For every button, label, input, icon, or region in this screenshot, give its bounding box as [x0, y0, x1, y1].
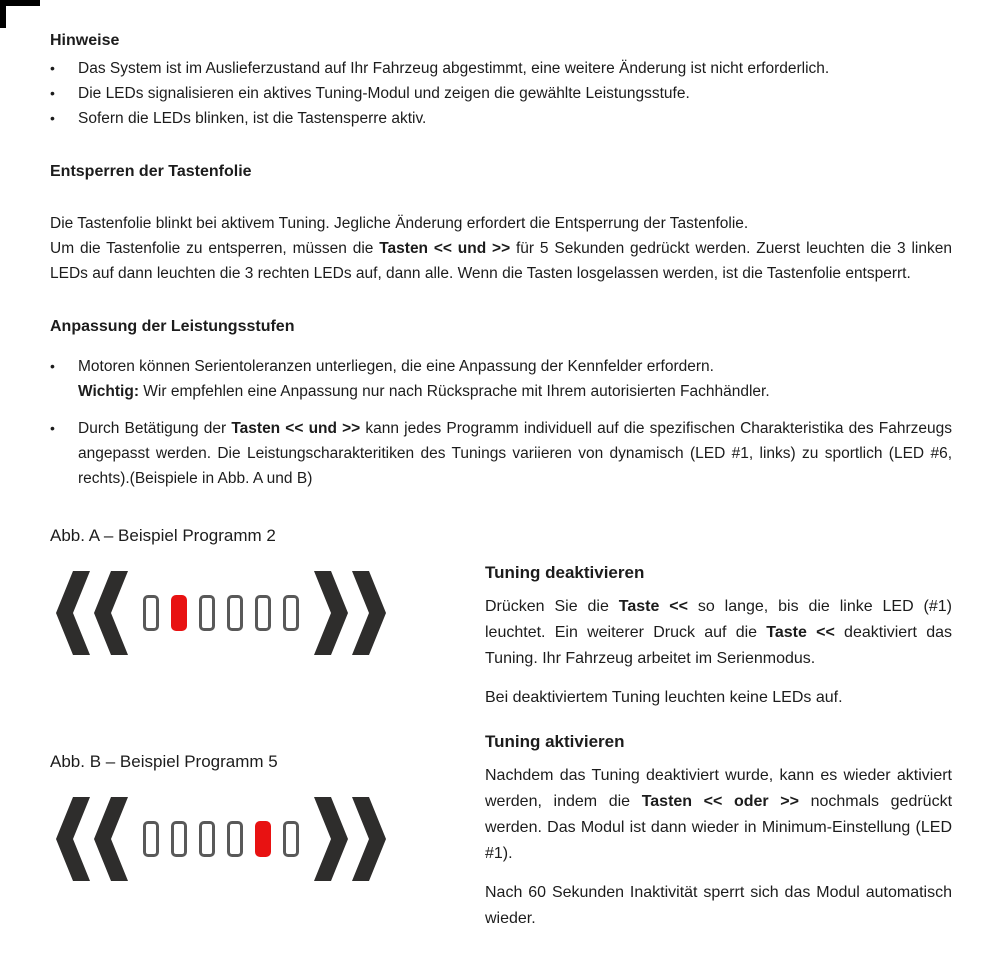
paragraph: Die Tastenfolie blinkt bei aktivem Tuning. Jegliche Änderung erfordert die Entsperrung der Tastenfolie.: [50, 215, 749, 232]
text-run: Wir empfehlen eine Anpassung nur nach Rücksprache mit Ihrem autorisierten Fachhändler.: [139, 383, 770, 400]
led-strip: [143, 821, 299, 857]
section-heading-hinweise: Hinweise: [50, 32, 120, 49]
text-run: so lange, bis die linke LED (#1) leuchtet. Ein weiterer Druck auf die: [485, 598, 953, 641]
bullet-text: Das System ist im Auslieferzustand auf Ihr Fahrzeug abgestimmt, eine weitere Änderung ist nicht erforderlich.: [78, 60, 830, 77]
led-2-active: [171, 595, 187, 631]
double-chevron-left-icon: [56, 571, 128, 655]
led-6: [283, 595, 299, 631]
bullet-icon: •: [50, 110, 55, 126]
list-item: [50, 106, 952, 131]
paragraph: [50, 236, 952, 286]
section-heading-entsperren: Entsperren der Tastenfolie: [50, 163, 252, 180]
paragraph: [485, 594, 952, 672]
bullet-text: Die LEDs signalisieren ein aktives Tuning-Modul und zeigen die gewählte Leistungsstufe.: [78, 85, 690, 102]
figure-b-block: [50, 751, 485, 881]
bold-text-run: Tasten << oder >>: [641, 793, 799, 810]
bullet-text: [78, 354, 952, 404]
double-chevron-right-icon: [314, 571, 386, 655]
bullet-icon: •: [50, 85, 55, 101]
bold-text-run: Taste <<: [766, 624, 835, 641]
led-3: [199, 595, 215, 631]
section-heading-anpassung: Anpassung der Leistungsstufen: [50, 318, 295, 335]
figure-a-caption: Abb. A – Beispiel Programm 2: [50, 526, 276, 545]
led-strip: [143, 595, 299, 631]
list-item: [50, 416, 952, 491]
bold-text-run: Tasten << und >>: [231, 420, 361, 437]
right-text-column: [485, 525, 952, 932]
led-4: [227, 595, 243, 631]
double-chevron-right-icon: [314, 797, 386, 881]
bold-text-run: Wichtig:: [78, 383, 139, 400]
led-5-active: [255, 821, 271, 857]
bullet-icon: •: [50, 358, 55, 374]
bold-text-run: Tasten << und >>: [379, 240, 511, 257]
paragraph: [485, 763, 952, 867]
figure-b-led-graphic: [56, 797, 485, 881]
led-4: [227, 821, 243, 857]
text-run: Nachdem das Tuning deaktiviert wurde, kann es wieder aktiviert werden, indem die: [485, 767, 952, 810]
figure-column: [50, 525, 485, 932]
heading-tuning-deaktivieren: Tuning deaktivieren: [485, 563, 645, 582]
bullet-text: Sofern die LEDs blinken, ist die Tastensperre aktiv.: [78, 110, 427, 127]
led-3: [199, 821, 215, 857]
led-5: [255, 595, 271, 631]
hinweise-bullet-list: [50, 56, 952, 131]
paragraph: Nach 60 Sekunden Inaktivität sperrt sich das Modul automatisch wieder.: [485, 884, 952, 927]
text-run: Um die Tastenfolie zu entsperren, müssen die: [50, 240, 380, 257]
text-run: für 5 Sekunden gedrückt werden. Zuerst leuchten die 3 linken LEDs auf dann leuchten die 3 rechten LEDs auf, dann alle. Wenn die Tasten losgelassen werden, ist die Tastenfolie entsperrt.: [50, 240, 952, 282]
list-item: [50, 81, 952, 106]
double-chevron-left-icon: [56, 797, 128, 881]
text-run: Durch Betätigung der: [78, 420, 232, 437]
text-run: Drücken Sie die: [485, 598, 619, 615]
scan-artifact-corner: [0, 0, 40, 28]
led-2: [171, 821, 187, 857]
led-6: [283, 821, 299, 857]
heading-tuning-aktivieren: Tuning aktivieren: [485, 732, 625, 751]
figure-a-led-graphic: [56, 571, 485, 655]
paragraph: Bei deaktiviertem Tuning leuchten keine LEDs auf.: [485, 689, 843, 706]
list-item: [50, 56, 952, 81]
bullet-text: [78, 416, 952, 491]
text-run: kann jedes Programm individuell auf die spezifischen Charakteristika des Fahrzeugs angepasst werden. Die Leistungscharakteritiken des Tunings variieren von dynamisch (LED #1, links) zu sportlich (LED #6, rechts).(Beispiele in Abb. A und B): [78, 420, 952, 487]
text-run: nochmals gedrückt werden. Das Modul ist dann wieder in Minimum-Einstellung (LED #1).: [485, 793, 953, 862]
anpassung-bullet-list: [50, 354, 952, 491]
page-content: [50, 28, 952, 932]
text-run: Motoren können Serientoleranzen unterliegen, die eine Anpassung der Kennfelder erfordern.: [78, 358, 714, 375]
bullet-icon: •: [50, 60, 55, 76]
bold-text-run: Taste <<: [618, 598, 688, 615]
figure-b-caption: Abb. B – Beispiel Programm 5: [50, 752, 278, 771]
led-1: [143, 821, 159, 857]
led-1: [143, 595, 159, 631]
text-run: deaktiviert das Tuning. Ihr Fahrzeug arbeitet im Serienmodus.: [485, 624, 952, 667]
list-item: [50, 354, 952, 404]
bullet-icon: •: [50, 420, 55, 436]
lower-two-column-area: [50, 525, 952, 932]
